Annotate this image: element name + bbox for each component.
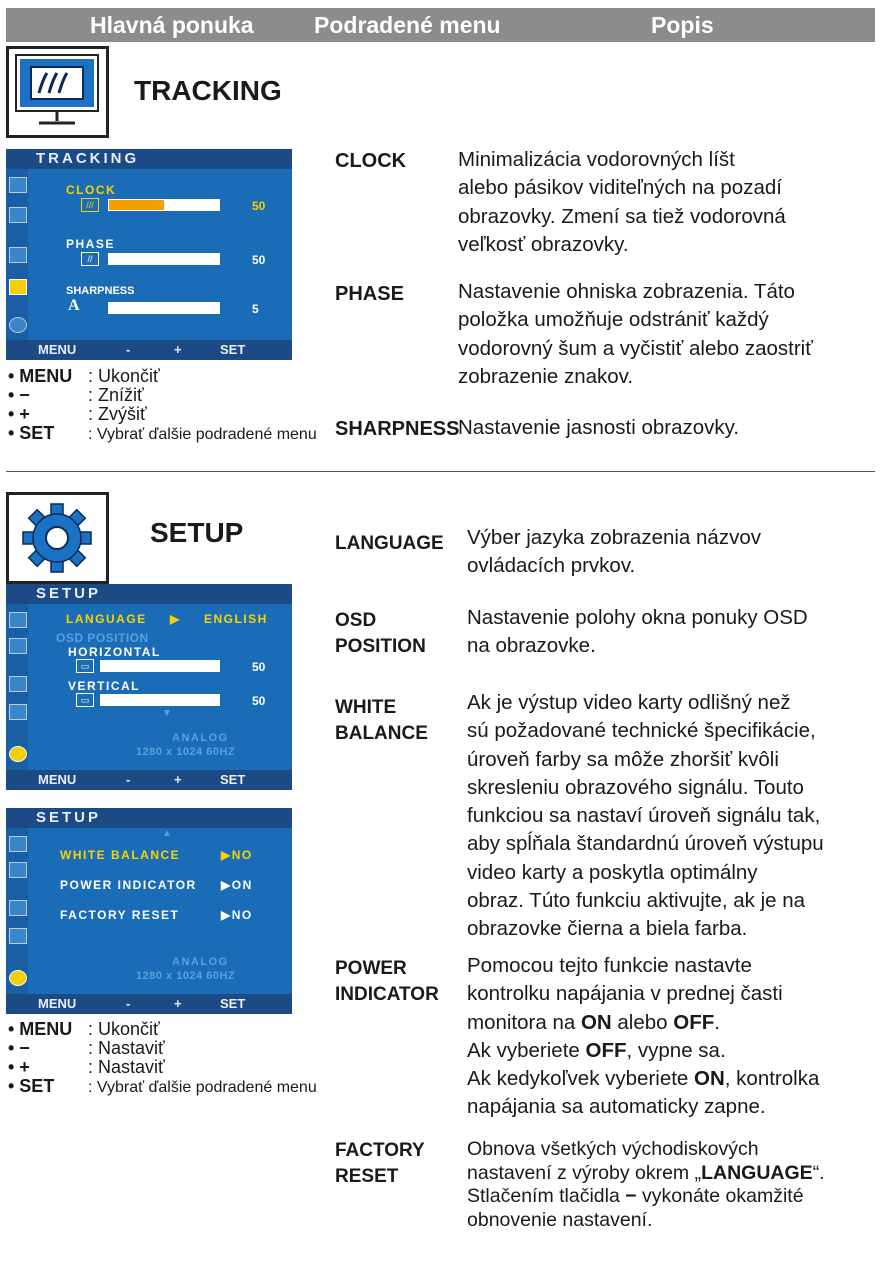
setup-icon: [9, 317, 27, 333]
osd-factory-reset-value: ▶NO: [221, 908, 253, 922]
setup-title: SETUP: [150, 517, 244, 548]
position-icon: [9, 900, 27, 916]
term-phase: PHASE: [335, 283, 404, 305]
picture-icon: [9, 836, 27, 852]
position-icon: [9, 247, 27, 263]
osd-icon-rail: [6, 828, 28, 994]
osd-horizontal-label: HORIZONTAL: [68, 645, 161, 659]
clock-icon: ///: [81, 198, 99, 212]
osd-title: SETUP: [6, 584, 292, 604]
osd-resolution: 1280 x 1024 60HZ: [136, 970, 236, 982]
osd-sharpness-label: SHARPNESS: [66, 285, 135, 297]
osd-phase-label: PHASE: [66, 237, 115, 251]
clock-value: 50: [252, 199, 266, 213]
header-submenu: Podradené menu: [314, 12, 501, 38]
phase-slider[interactable]: [108, 253, 220, 265]
term-sharpness: SHARPNESS: [335, 418, 460, 440]
desc-clock: Minimalizácia vodorovných líšt alebo pásikov viditeľných na pozadí obrazovky. Zmení sa tiež vodorovná veľkosť obrazovky.: [458, 148, 786, 256]
desc-white-balance: Ak je výstup video karty odlišný než sú požadované technické špecifikácie, úroveň farby sa môže zhoršiť kvôli skresleniu obrazového signálu. Touto funkciou sa nastaví úroveň signálu tak, aby spĺňala štandardnú úroveň výstupu video karty a poskytla optimálny obraz. Túto funkciu aktivujte, ak je na obrazovke čierna a biela farba.: [467, 691, 824, 941]
footer-set: SET: [220, 342, 246, 357]
setup-osd-panel-1: [6, 584, 292, 790]
legend-row: • + : Zvýšiť: [8, 404, 147, 424]
desc-phase: Nastavenie ohniska zobrazenia. Táto položka umožňuje odstrániť každý vodorovný šum a vyčistiť alebo zaostriť zobrazenie znakov.: [458, 280, 813, 388]
legend-row: • MENU : Ukončiť: [8, 366, 160, 386]
term-factory-reset: FACTORY RESET: [335, 1140, 425, 1187]
tracking-icon: [9, 928, 27, 944]
osd-icon-rail: [6, 169, 28, 340]
phase-icon: //: [81, 252, 99, 266]
desc-language: Výber jazyka zobrazenia názvov ovládacích prvkov.: [467, 526, 761, 578]
osd-power-indicator-value: ▶ON: [221, 878, 253, 892]
tracking-monitor-icon: [6, 46, 109, 138]
legend-row: • SET : Vybrať ďalšie podradené menu: [8, 1076, 317, 1096]
osd-signal: ANALOG: [172, 956, 229, 968]
legend-row: • SET : Vybrať ďalšie podradené menu: [8, 423, 317, 443]
footer-minus: -: [126, 342, 131, 357]
osd-resolution: 1280 x 1024 60HZ: [136, 746, 236, 758]
header-main-menu: Hlavná ponuka: [90, 12, 254, 38]
osd-icon-rail: [6, 604, 28, 770]
section-divider: [6, 471, 875, 472]
tracking-icon: [9, 279, 27, 295]
vertical-value: 50: [252, 694, 266, 708]
desc-factory-reset: Obnova všetkých východiskových nastavení z výroby okrem „LANGUAGE“. Stlačením tlačidla − vykonáte okamžité obnovenie nastavení.: [467, 1138, 825, 1231]
position-icon: [9, 676, 27, 692]
legend-row: • MENU : Ukončiť: [8, 1019, 160, 1039]
sharpness-glyph: A: [68, 297, 80, 314]
arrow-right-icon: ▶: [170, 612, 181, 626]
desc-sharpness: Nastavenie jasnosti obrazovky.: [458, 416, 740, 439]
osd-power-indicator-label[interactable]: POWER INDICATOR: [60, 878, 197, 892]
picture-icon: [9, 177, 27, 193]
legend-row: • − : Nastaviť: [8, 1038, 165, 1058]
clock-slider[interactable]: [108, 199, 220, 211]
phase-value: 50: [252, 253, 266, 267]
osd-footer: MENU - + SET: [6, 994, 292, 1014]
term-white-balance: WHITE BALANCE: [335, 697, 428, 744]
horizontal-icon: ▭: [76, 659, 94, 673]
horizontal-slider[interactable]: [100, 660, 220, 672]
sharpness-slider[interactable]: [108, 302, 220, 314]
term-osd-position: OSD POSITION: [335, 610, 426, 657]
vertical-slider[interactable]: [100, 694, 220, 706]
term-language: LANGUAGE: [335, 533, 444, 554]
scroll-down-icon: ▼: [162, 708, 174, 719]
setup-legend: [8, 1020, 348, 1097]
setup-icon: [9, 746, 27, 762]
osd-title: SETUP: [6, 808, 292, 828]
osd-language-label: LANGUAGE: [66, 612, 147, 626]
osd-factory-reset-label[interactable]: FACTORY RESET: [60, 908, 180, 922]
setup-osd-panel-2: [6, 808, 292, 1014]
sharpness-value: 5: [252, 302, 259, 316]
osd-language-value: ENGLISH: [204, 612, 268, 626]
osd-position-label: OSD POSITION: [56, 631, 149, 645]
osd-vertical-label: VERTICAL: [68, 679, 140, 693]
picture-icon: [9, 612, 27, 628]
osd-clock-label: CLOCK: [66, 183, 117, 197]
desc-osd-position: Nastavenie polohy okna ponuky OSD na obrazovke.: [467, 606, 808, 658]
scroll-up-icon: ▲: [162, 828, 174, 839]
osd-footer: [6, 340, 292, 360]
footer-plus: +: [174, 342, 182, 357]
term-power-indicator: POWER INDICATOR: [335, 958, 439, 1005]
color-icon: [9, 638, 27, 654]
legend-row: • − : Znížiť: [8, 385, 144, 405]
desc-power-indicator: Pomocou tejto funkcie nastavte kontrolku napájania v prednej časti monitora na ON alebo OFF. Ak vyberiete OFF, vypne sa. Ak kedykoľvek vyberiete ON, kontrolka napájania sa automaticky zapne.: [467, 954, 820, 1119]
footer-menu: MENU: [38, 342, 77, 357]
horizontal-value: 50: [252, 660, 266, 674]
tracking-legend: [8, 367, 338, 444]
tracking-icon: [9, 704, 27, 720]
tracking-osd-panel: [6, 149, 292, 360]
table-header: [6, 8, 875, 42]
term-clock: CLOCK: [335, 150, 407, 172]
color-icon: [9, 862, 27, 878]
osd-white-balance-label[interactable]: WHITE BALANCE: [60, 848, 181, 862]
setup-icon: [9, 970, 27, 986]
legend-row: • + : Nastaviť: [8, 1057, 165, 1077]
color-icon: [9, 207, 27, 223]
header-description: Popis: [651, 12, 714, 38]
osd-title: TRACKING: [6, 149, 292, 169]
osd-footer: MENU - + SET: [6, 770, 292, 790]
tracking-title: TRACKING: [134, 75, 282, 106]
setup-gear-icon: [6, 492, 109, 584]
osd-signal: ANALOG: [172, 732, 229, 744]
vertical-icon: ▭: [76, 693, 94, 707]
osd-white-balance-value: ▶NO: [221, 848, 253, 862]
